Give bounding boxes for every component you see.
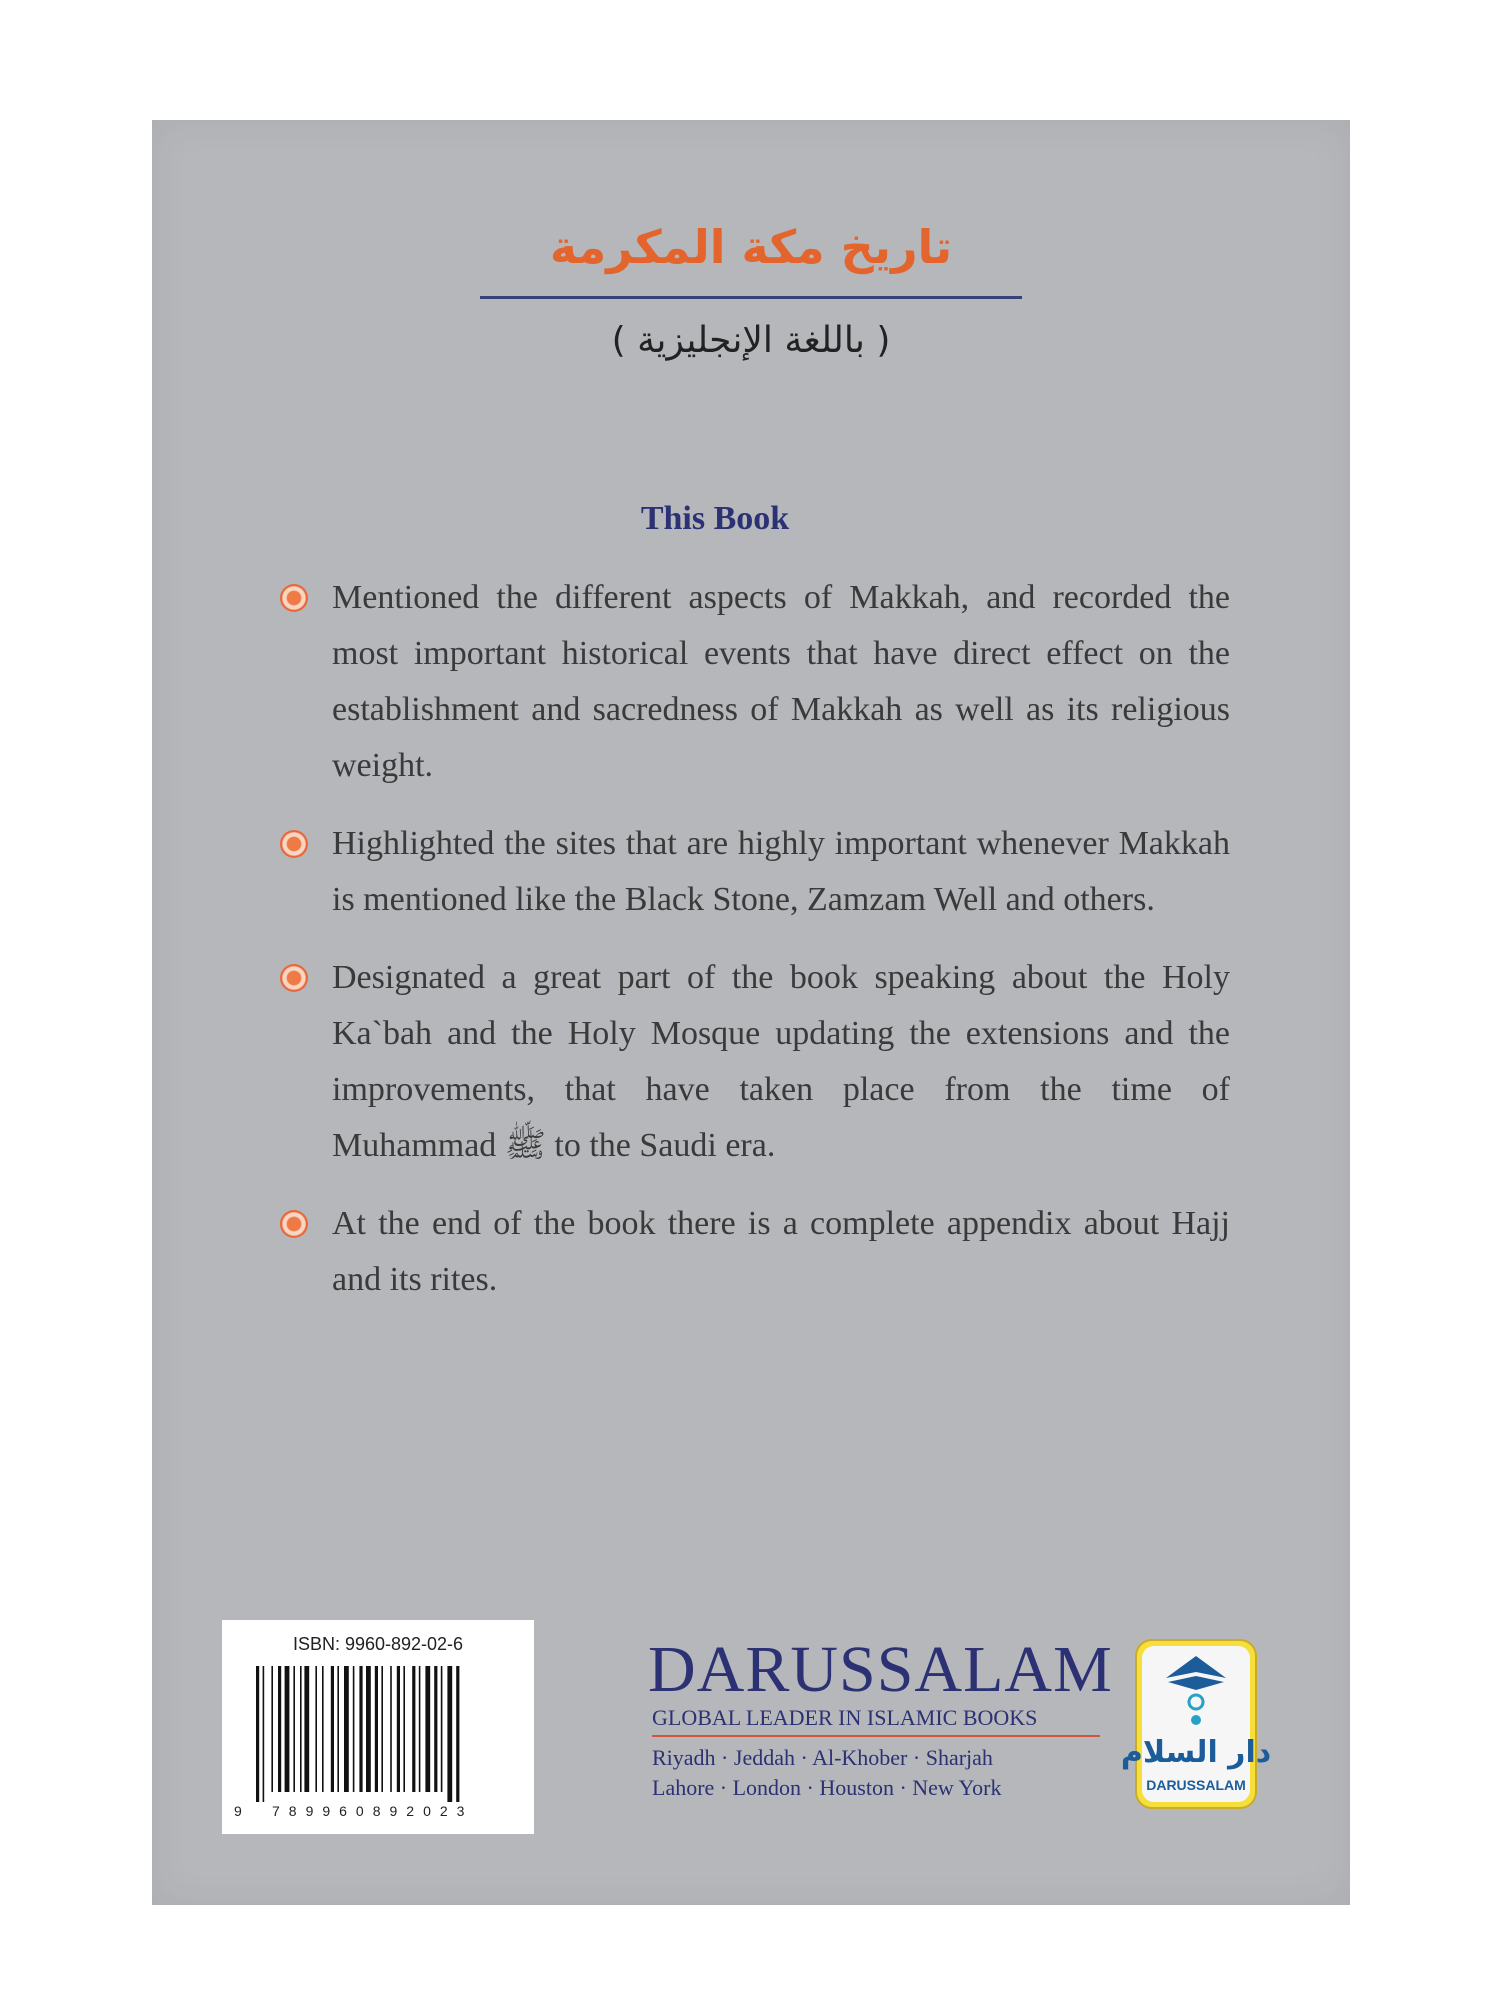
arabic-subtitle: ( باللغة الإنجليزية ) <box>611 320 891 361</box>
publisher-divider <box>652 1735 1100 1737</box>
bullet-dot-icon <box>280 964 308 992</box>
list-item-text: Highlighted the sites that are highly important whenever Makkah is mentioned like the Black Stone, Zamzam Well and others. <box>332 825 1230 918</box>
list-item-text: Designated a great part of the book speaking about the Holy Ka`bah and the Holy Mosque updating the extensions and the improvements, that have taken place from the time of Muhammad ﷺ to the Saudi era. <box>332 959 1230 1164</box>
logo-caption: DARUSSALAM <box>1146 1777 1246 1793</box>
barcode-leading-digit: 9 <box>234 1803 242 1819</box>
feature-list <box>280 570 1230 1330</box>
isbn-label: ISBN: 9960-892-02-6 <box>292 1634 464 1654</box>
list-item <box>280 1196 1230 1308</box>
darussalam-logo <box>1120 1638 1272 1810</box>
list-item <box>280 570 1230 794</box>
publisher-cities-line1: Riyadh · Jeddah · Al-Khober · Sharjah <box>652 1745 993 1770</box>
arabic-title: تاريخ مكة المكرمة <box>549 220 953 274</box>
bullet-dot-icon <box>280 584 308 612</box>
isbn-barcode <box>222 1620 534 1834</box>
list-item <box>280 816 1230 928</box>
list-item <box>280 950 1230 1174</box>
bullet-dot-icon <box>280 1210 308 1238</box>
list-item-text: Mentioned the different aspects of Makkah, and recorded the most important historical events that have direct effect on the establishment and sacredness of Makkah as well as its religious weight. <box>332 579 1230 784</box>
publisher-name: DARUSSALAM <box>648 1633 1113 1706</box>
publisher-tagline: GLOBAL LEADER IN ISLAMIC BOOKS <box>652 1705 1038 1730</box>
publisher-block <box>648 1633 1113 1803</box>
barcode-digits: 789960892023 <box>272 1803 474 1819</box>
title-divider <box>480 296 1022 299</box>
bullet-dot-icon <box>280 830 308 858</box>
list-item-text: At the end of the book there is a complete appendix about Hajj and its rites. <box>332 1205 1230 1298</box>
logo-arabic-text: دار السلام <box>1120 1735 1272 1770</box>
section-heading: This Book <box>640 500 790 537</box>
barcode-icon <box>232 1666 524 1826</box>
back-cover <box>152 120 1350 1905</box>
publisher-cities-line2: Lahore · London · Houston · New York <box>652 1775 1002 1800</box>
